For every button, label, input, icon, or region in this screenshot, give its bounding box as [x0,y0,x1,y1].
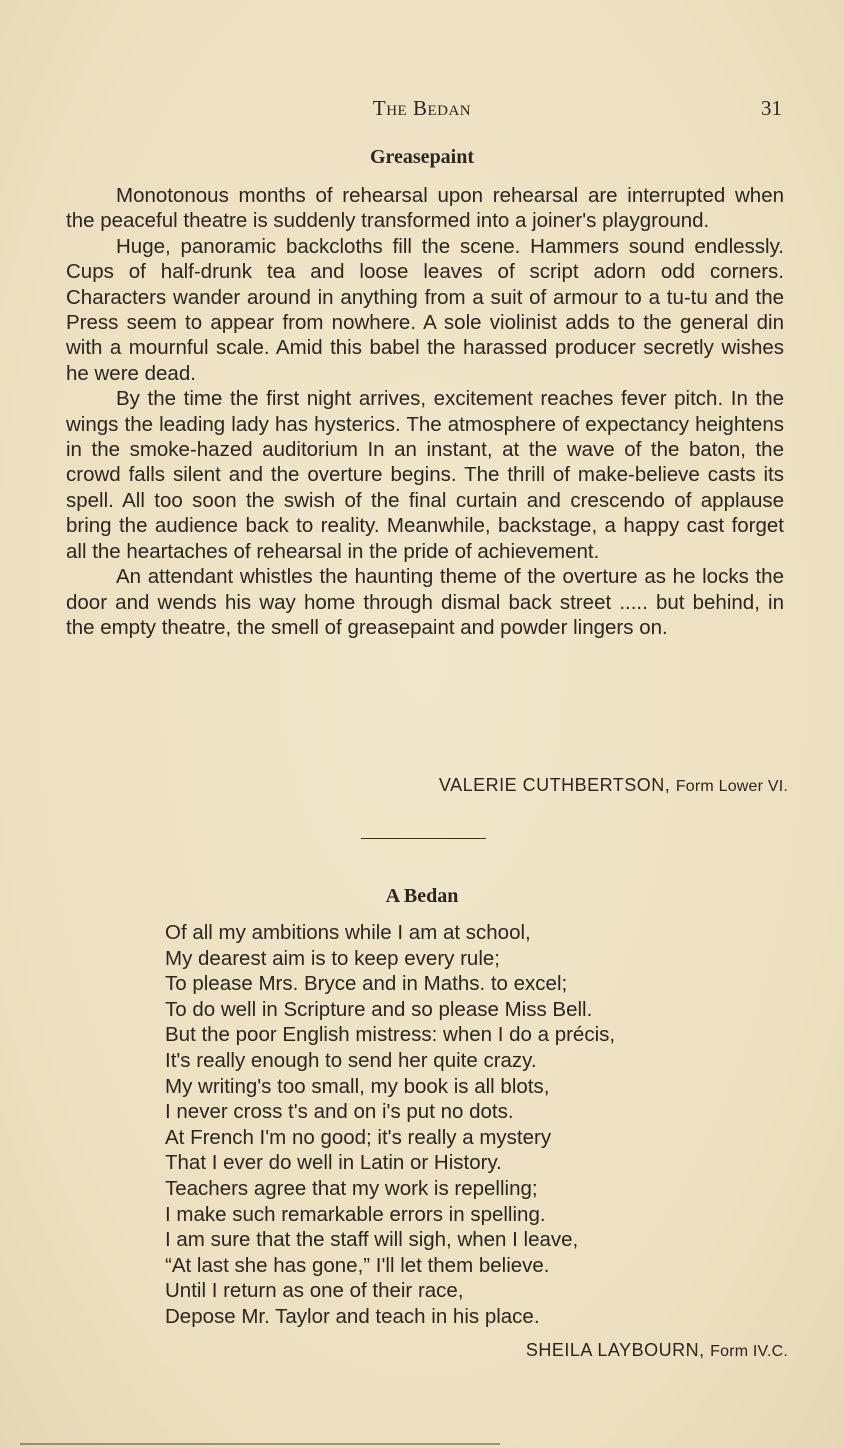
paragraph: Huge, panoramic backcloths fill the scene. Hammers sound endlessly. Cups of half-drunk tea and loose leaves of script adorn odd corners. Characters wander around in anything from a suit of armour to a tu-tu and the Press seem to appear from nowhere. A sole violinist adds to the general din with a mournful scale. Amid this babel the harassed producer secretly wishes he were dead. [66,234,784,385]
poem-line: My dearest aim is to keep every rule; [165,946,500,970]
paragraph: An attendant whistles the haunting theme of the overture as he locks the door and wends his way home through dismal back street ..... but behind, in the empty theatre, the smell of greasepaint and powder lingers on. [66,565,784,639]
poem-line: Until I return as one of their race, [165,1279,464,1303]
author-attribution-2 [526,1340,788,1361]
poem-line: Teachers agree that my work is repelling; [165,1176,538,1200]
poem-body [165,920,615,1330]
poem-line: At French I'm no good; it's really a mystery [165,1125,552,1149]
article-title-a-bedan: A Bedan [385,885,459,907]
author-attribution-1 [439,775,788,796]
author-form: Form Lower VI. [675,778,788,795]
poem-line: But the poor English mistress: when I do a précis, [165,1023,616,1047]
poem-line: I never cross t's and on i's put no dots. [165,1100,514,1124]
paragraph: Monotonous months of rehearsal upon rehearsal are interrupted when the peaceful theatre is suddenly transformed into a joiner's playground. [66,184,784,233]
poem-line: It's really enough to send her quite crazy. [165,1048,537,1072]
poem-line: That I ever do well in Latin or History. [165,1151,502,1175]
poem-line: My writing's too small, my book is all blots, [165,1074,550,1098]
poem-line: “At last she has gone,” I'll let them believe. [165,1253,550,1277]
poem-line: I am sure that the staff will sigh, when I leave, [165,1228,579,1252]
section-divider [361,838,486,839]
poem-line: Depose Mr. Taylor and teach in his place. [165,1304,540,1328]
running-title: The Bedan [372,96,472,120]
article-title-greasepaint: Greasepaint [369,146,475,168]
page-edge-shadow [20,1443,500,1445]
paragraph: By the time the first night arrives, excitement reaches fever pitch. In the wings the leading lady has hysterics. The atmosphere of expectancy heightens in the smoke-hazed auditorium In an instant, at the wave of the baton, the crowd falls silent and the overture begins. The thrill of make-believe casts its spell. All too soon the swish of the final curtain and crescendo of applause bring the audience back to reality. Meanwhile, backstage, a happy cast forget all the heartaches of rehearsal in the pride of achievement. [66,387,784,563]
poem-line: I make such remarkable errors in spelling. [165,1202,546,1226]
author-name: SHEILA LAYBOURN, [525,1340,705,1360]
article-body-greasepaint [66,183,784,640]
author-form: Form IV.C. [710,1343,788,1360]
author-name: VALERIE CUTHBERTSON, [438,775,671,795]
poem-line: Of all my ambitions while I am at school, [165,921,531,944]
page-header [0,96,844,126]
poem-line: To do well in Scripture and so please Miss Bell. [165,997,593,1021]
page-number: 31 [761,96,782,120]
poem-line: To please Mrs. Bryce and in Maths. to excel; [165,972,568,996]
